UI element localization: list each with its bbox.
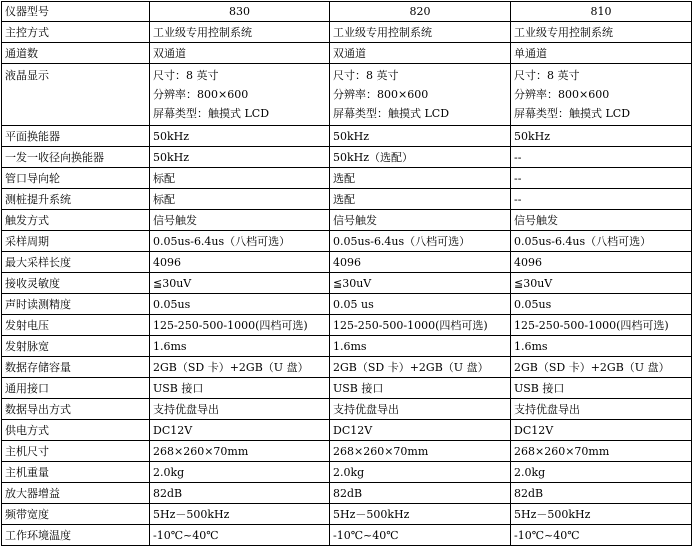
cell-value: ≦30uV bbox=[150, 273, 330, 294]
row-label: 接收灵敏度 bbox=[2, 273, 150, 294]
row-label: 一发一收径向换能器 bbox=[2, 147, 150, 168]
row-export bbox=[2, 399, 692, 420]
cell-value: 支持优盘导出 bbox=[330, 399, 511, 420]
row-sampling-period bbox=[2, 231, 692, 252]
cell-value: 双通道 bbox=[330, 43, 511, 64]
row-label: 最大采样长度 bbox=[2, 252, 150, 273]
cell-value: 信号触发 bbox=[150, 210, 330, 231]
cell-value: USB 接口 bbox=[511, 378, 692, 399]
cell-value: DC12V bbox=[511, 420, 692, 441]
row-amp-gain bbox=[2, 483, 692, 504]
lcd-resolution: 分辨率：800×600 bbox=[153, 88, 249, 101]
cell-value: 2.0kg bbox=[330, 462, 511, 483]
cell-value: ≦30uV bbox=[511, 273, 692, 294]
cell-value: 选配 bbox=[330, 189, 511, 210]
cell-value: 工业级专用控制系统 bbox=[511, 22, 692, 43]
cell-value: 1.6ms bbox=[330, 336, 511, 357]
cell-value: 标配 bbox=[150, 189, 330, 210]
row-storage bbox=[2, 357, 692, 378]
cell-value: 选配 bbox=[330, 168, 511, 189]
row-label: 液晶显示 bbox=[2, 64, 150, 126]
cell-value: 信号触发 bbox=[330, 210, 511, 231]
spec-table-body bbox=[2, 2, 692, 546]
cell-value: 工业级专用控制系统 bbox=[330, 22, 511, 43]
row-label: 主机尺寸 bbox=[2, 441, 150, 462]
lcd-size: 尺寸：8 英寸 bbox=[333, 69, 399, 82]
row-max-sample-length bbox=[2, 252, 692, 273]
cell-multiline bbox=[511, 64, 692, 126]
row-label: 发射脉宽 bbox=[2, 336, 150, 357]
row-power bbox=[2, 420, 692, 441]
cell-value: -- bbox=[511, 147, 692, 168]
row-lifting-system bbox=[2, 189, 692, 210]
cell-value: 2GB（SD 卡）+2GB（U 盘） bbox=[511, 357, 692, 378]
row-label: 主控方式 bbox=[2, 22, 150, 43]
row-label: 发射电压 bbox=[2, 315, 150, 336]
cell-value: 2GB（SD 卡）+2GB（U 盘） bbox=[150, 357, 330, 378]
cell-value: DC12V bbox=[150, 420, 330, 441]
cell-value: -10℃~40℃ bbox=[150, 525, 330, 546]
cell-value: 268×260×70mm bbox=[511, 441, 692, 462]
lcd-screen-type: 屏幕类型：触摸式 LCD bbox=[514, 107, 631, 120]
row-pulse-width bbox=[2, 336, 692, 357]
cell-value: 1.6ms bbox=[150, 336, 330, 357]
cell-value: 50kHz bbox=[511, 126, 692, 147]
row-dimensions bbox=[2, 441, 692, 462]
row-weight bbox=[2, 462, 692, 483]
lcd-size: 尺寸：8 英寸 bbox=[153, 69, 219, 82]
cell-value: 82dB bbox=[150, 483, 330, 504]
row-label: 数据导出方式 bbox=[2, 399, 150, 420]
cell-value: 标配 bbox=[150, 168, 330, 189]
cell-multiline bbox=[330, 64, 511, 126]
cell-value: 支持优盘导出 bbox=[150, 399, 330, 420]
cell-value: 0.05us-6.4us（八档可选） bbox=[511, 231, 692, 252]
cell-value: -10℃~40℃ bbox=[511, 525, 692, 546]
cell-value: -- bbox=[511, 189, 692, 210]
row-label: 主机重量 bbox=[2, 462, 150, 483]
cell-value: 0.05us bbox=[150, 294, 330, 315]
cell-value: 双通道 bbox=[150, 43, 330, 64]
row-label: 通用接口 bbox=[2, 378, 150, 399]
row-label: 声时读测精度 bbox=[2, 294, 150, 315]
row-interface bbox=[2, 378, 692, 399]
cell-multiline bbox=[150, 64, 330, 126]
cell-value: 50kHz bbox=[150, 147, 330, 168]
cell-value: USB 接口 bbox=[150, 378, 330, 399]
row-label: 采样周期 bbox=[2, 231, 150, 252]
cell-value: 82dB bbox=[330, 483, 511, 504]
row-label: 放大器增益 bbox=[2, 483, 150, 504]
row-label: 数据存储容量 bbox=[2, 357, 150, 378]
row-bandwidth bbox=[2, 504, 692, 525]
cell-value: ≦30uV bbox=[330, 273, 511, 294]
cell-value: 125-250-500-1000(四档可选) bbox=[150, 315, 330, 336]
cell-value: 支持优盘导出 bbox=[511, 399, 692, 420]
spec-table bbox=[1, 1, 692, 546]
cell-value: 5Hz－500kHz bbox=[511, 504, 692, 525]
row-guide-wheel bbox=[2, 168, 692, 189]
row-operating-temp bbox=[2, 525, 692, 546]
cell-value: 2.0kg bbox=[150, 462, 330, 483]
row-label: 管口导向轮 bbox=[2, 168, 150, 189]
cell-value: 268×260×70mm bbox=[150, 441, 330, 462]
cell-value: 4096 bbox=[150, 252, 330, 273]
cell-value: 信号触发 bbox=[511, 210, 692, 231]
header-label: 仪器型号 bbox=[2, 2, 150, 22]
cell-value: 4096 bbox=[330, 252, 511, 273]
cell-value: 125-250-500-1000(四档可选) bbox=[511, 315, 692, 336]
row-radial-transducer bbox=[2, 147, 692, 168]
row-label: 测桩提升系统 bbox=[2, 189, 150, 210]
lcd-resolution: 分辨率：800×600 bbox=[514, 88, 610, 101]
row-label: 供电方式 bbox=[2, 420, 150, 441]
model-830: 830 bbox=[150, 2, 330, 22]
row-label: 工作环境温度 bbox=[2, 525, 150, 546]
cell-value: 50kHz bbox=[150, 126, 330, 147]
cell-value: 单通道 bbox=[511, 43, 692, 64]
cell-value: -10℃~40℃ bbox=[330, 525, 511, 546]
model-820: 820 bbox=[330, 2, 511, 22]
cell-value: 82dB bbox=[511, 483, 692, 504]
cell-value: 0.05us bbox=[511, 294, 692, 315]
cell-value: 5Hz－500kHz bbox=[330, 504, 511, 525]
cell-value: USB 接口 bbox=[330, 378, 511, 399]
cell-value: 2.0kg bbox=[511, 462, 692, 483]
cell-value: 0.05us-6.4us（八档可选） bbox=[330, 231, 511, 252]
row-channels bbox=[2, 43, 692, 64]
row-acoustic-accuracy bbox=[2, 294, 692, 315]
cell-value: 5Hz－500kHz bbox=[150, 504, 330, 525]
lcd-size: 尺寸：8 英寸 bbox=[514, 69, 580, 82]
cell-value: 50kHz bbox=[330, 126, 511, 147]
cell-value: 工业级专用控制系统 bbox=[150, 22, 330, 43]
cell-value: 4096 bbox=[511, 252, 692, 273]
row-emission-voltage bbox=[2, 315, 692, 336]
row-trigger-mode bbox=[2, 210, 692, 231]
cell-value: -- bbox=[511, 168, 692, 189]
lcd-resolution: 分辨率：800×600 bbox=[333, 88, 429, 101]
row-plane-transducer bbox=[2, 126, 692, 147]
cell-value: 2GB（SD 卡）+2GB（U 盘） bbox=[330, 357, 511, 378]
cell-value: 0.05 us bbox=[330, 294, 511, 315]
cell-value: 50kHz（选配） bbox=[330, 147, 511, 168]
lcd-screen-type: 屏幕类型：触摸式 LCD bbox=[333, 107, 450, 120]
row-lcd-display bbox=[2, 64, 692, 126]
lcd-screen-type: 屏幕类型：触摸式 LCD bbox=[153, 107, 270, 120]
cell-value: 0.05us-6.4us（八档可选） bbox=[150, 231, 330, 252]
row-label: 触发方式 bbox=[2, 210, 150, 231]
cell-value: DC12V bbox=[330, 420, 511, 441]
cell-value: 268×260×70mm bbox=[330, 441, 511, 462]
cell-value: 125-250-500-1000(四档可选) bbox=[330, 315, 511, 336]
row-label: 通道数 bbox=[2, 43, 150, 64]
model-810: 810 bbox=[511, 2, 692, 22]
row-label: 频带宽度 bbox=[2, 504, 150, 525]
row-sensitivity bbox=[2, 273, 692, 294]
header-row bbox=[2, 2, 692, 22]
row-label: 平面换能器 bbox=[2, 126, 150, 147]
cell-value: 1.6ms bbox=[511, 336, 692, 357]
row-control-mode bbox=[2, 22, 692, 43]
